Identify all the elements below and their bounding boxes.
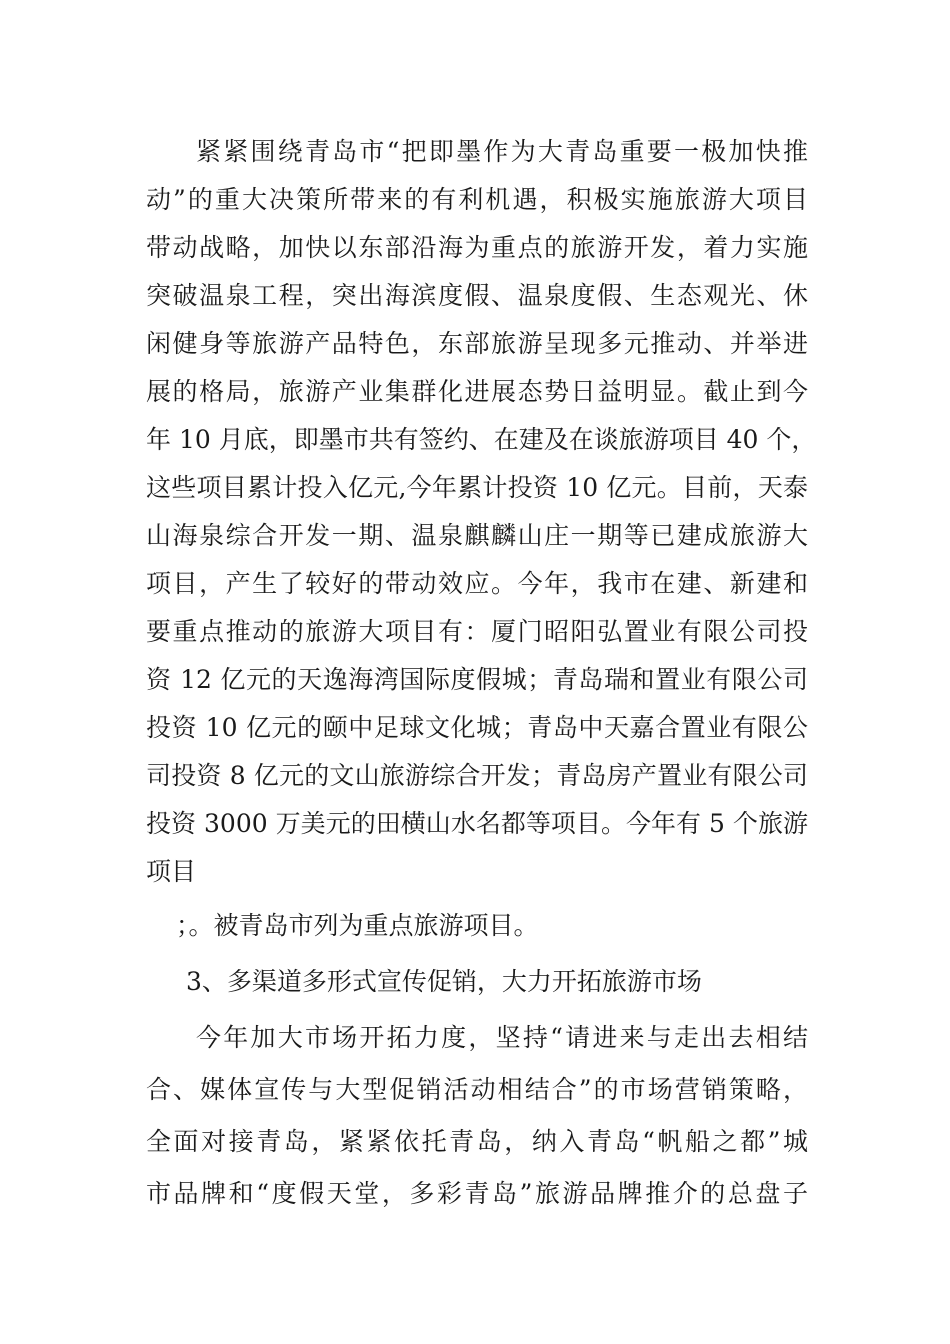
text-line: 这些项目累计投入亿元,今年累计投资 10 亿元。目前，天泰 [146, 473, 808, 502]
text-line: 项目，产生了较好的带动效应。今年，我市在建、新建和 [146, 569, 808, 598]
text-line: 年 10 月底，即墨市共有签约、在建及在谈旅游项目 40 个， [146, 425, 817, 454]
text-line: ；。被青岛市列为重点旅游项目。 [176, 911, 539, 940]
text-line: 合、媒体宣传与大型促销活动相结合”的市场营销策略， [146, 1075, 808, 1104]
text-line: 闲健身等旅游产品特色，东部旅游呈现多元推动、并举进 [146, 329, 808, 358]
text-line: 今年加大市场开拓力度，坚持“请进来与走出去相结 [196, 1023, 808, 1052]
text-line: 司投资 8 亿元的文山旅游综合开发；青岛房产置业有限公司 [146, 761, 808, 790]
text-line: 紧紧围绕青岛市“把即墨作为大青岛重要一极加快推 [196, 137, 808, 166]
text-line: 全面对接青岛，紧紧依托青岛，纳入青岛“帆船之都”城 [146, 1127, 808, 1156]
text-line: 市品牌和“度假天堂，多彩青岛”旅游品牌推介的总盘子 [146, 1179, 808, 1208]
text-line: 资 12 亿元的天逸海湾国际度假城；青岛瑞和置业有限公司 [146, 665, 808, 694]
text-line: 投资 3000 万美元的田横山水名都等项目。今年有 5 个旅游 [146, 809, 808, 838]
text-line: 山海泉综合开发一期、温泉麒麟山庄一期等已建成旅游大 [146, 521, 808, 550]
text-line: 突破温泉工程，突出海滨度假、温泉度假、生态观光、休 [146, 281, 808, 310]
text-line: 展的格局，旅游产业集群化进展态势日益明显。截止到今 [146, 377, 808, 406]
text-line: 项目 [146, 857, 197, 886]
text-line: 动”的重大决策所带来的有利机遇，积极实施旅游大项目 [146, 185, 808, 214]
text-line: 要重点推动的旅游大项目有：厦门昭阳弘置业有限公司投 [146, 617, 808, 646]
text-line: 投资 10 亿元的颐中足球文化城；青岛中天嘉合置业有限公 [146, 713, 808, 742]
text-line: 带动战略，加快以东部沿海为重点的旅游开发，着力实施 [146, 233, 808, 262]
section-heading: 3、多渠道多形式宣传促销，大力开拓旅游市场 [186, 967, 702, 996]
